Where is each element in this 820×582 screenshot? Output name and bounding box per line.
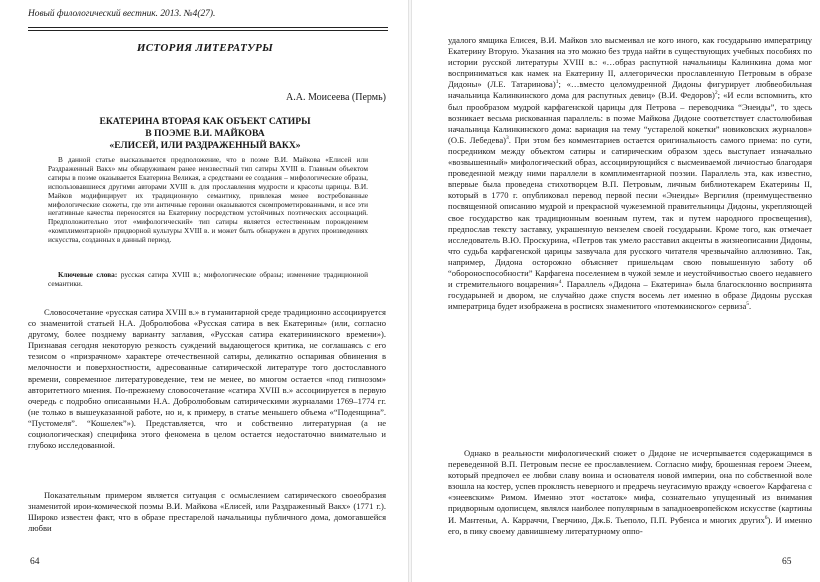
article-title-line-3: «ЕЛИСЕЙ, ИЛИ РАЗДРАЖЕННЫЙ ВАКХ» <box>109 140 301 151</box>
section-title: ИСТОРИЯ ЛИТЕРАТУРЫ <box>136 42 274 54</box>
paragraph-3-segment-d: . При этом без комментариев остается оригинальность самого приема: по сути, посредником между объектом сатиры и сатирическим образом здесь выступает изначально «возвышенный» мифологический образ, ассоциирующийся с высмеиваемой личностью благодаря проведенной между ними параллели в комплиментарной поэзии. Параллель эта, как известно, впервые была проведена стихотворцем В.П. Петровым, личным библиотекарем Екатерины II, который в 1770 г. опубликовал перевод первой песни «Энеиды» Вергилия (преимущественно посвященной описанию мудрой и прекрасной чужеземной правительницы Дидоны, укрепляющей свое государство как традиционным военным путем, так и путем народного просвещения), предпослав тексту заставку, украшенную вензелем своей государыни. Кроме того, как отмечает исследователь В.Ю. Проскурина, «Петров так умело расставил акценты в жизнеописании Дидоны, что судьба карфагенской царицы зазвучала для русского читателя чрезвычайно аллюзивно. Так, например, Дидона осторожно объясняет пришельцам свою повышенную заботу об “обороноспособности” Карфагена поселением в чужой земле и неустойчивостью своего недавнего и стремительного воцарения» <box>448 134 812 290</box>
footnote-ref-1: 1 <box>555 79 559 86</box>
body-paragraph-2: Показательным примером является ситуация с осмыслением сатирического своеобразия знаменитой ирои-комической поэмы В.И. Майкова «Елисей, или Раздраженный Вакх» (1771 г.). Широко известен факт, что в образе престарелой начальницы публичного дома, домогавшейся любви <box>28 490 386 534</box>
paragraph-4-segment-a: Однако в реальности мифологический сюжет о Дидоне не исчерпывается содержащимся в переведенной В.П. Петровым песне ее прославлением. Согласно мифу, брошенная героем Энеем, который предпочел ее любви славу воина и основателя новой империи, она по собственной воле взошла на костер, успев проклясть неверного и предречь неугасимую вражду «своего» Карфагена с «энеевским» Римом. Именно этот «остаток» мифа, сознательно упущенный из внимания придворным одописцем, являлся наиболее популярным в западноевропейском искусстве (картины И. Мантеньи, А. Карраччи, Гверчино, Дж.Б. Тьеполо, П.П. Рубенса и многих других <box>448 448 812 525</box>
keywords-text: русская сатира XVIII в.; мифологические образы; изменение традиционной семантики. <box>48 270 368 288</box>
page-number-right: 65 <box>782 557 792 567</box>
footnote-ref-4: 4 <box>558 279 562 286</box>
running-head: Новый филологический вестник. 2013. №4(27). <box>28 9 216 19</box>
header-rule-bottom <box>28 30 388 31</box>
paragraph-3-segment-b: ; «…вместо целомудренной Дидоны фигурирует любвеобильная начальница Калинкинского дома для распутных девиц» (В.И. Федоров) <box>448 79 812 101</box>
body-paragraph-4 <box>448 448 812 537</box>
article-title-line-1: ЕКАТЕРИНА ВТОРАЯ КАК ОБЪЕКТ САТИРЫ <box>99 116 311 127</box>
abstract: В данной статье высказывается предположение, что в поэме В.И. Майкова «Елисей или Раздраженный Вакх» мы обнаруживаем ранее неизвестный тип сатиры XVIII в. Главным объектом сатиры в поэме оказывается Екатерина Великая, а средствами ее создания – мифологические образы, использовавшиеся другими авторами XVIII в. для прославления мудрости и красоты царицы. В.И. Майков модифицирует их традиционную семантику, привлекая менее востребованные мифологические сюжеты, где эти античные героини оказываются скомпрометированными, и все эти негативные качества переносятся на Екатерину посредством устойчивых поэтических ассоциаций. Предположительно этот «мифологический» тип сатиры является естественным порождением «комплиментарной» придворной культуры XVIII в. и может быть обнаружен в других произведениях искусства, созданных в данный период. <box>48 155 368 245</box>
footnote-ref-3: 3 <box>505 135 509 141</box>
footnote-ref-5: 5 <box>746 301 750 308</box>
paragraph-4-segment-b: ). И именно его, в пику своему давнишнему литературному оппо- <box>448 514 812 536</box>
article-author: А.А. Моисеева (Пермь) <box>286 92 386 103</box>
paragraph-3-segment-e: . Параллель «Дидона – Екатерина» была благосклонно воспринята государыней и двором, не случайно даже спустя восемь лет именно в образе Дидоны русская императрица будет изображена в росписях знаменитого «потемкинского» сервиза <box>448 279 812 312</box>
article-title <box>24 116 386 152</box>
body-paragraph-3 <box>448 35 812 312</box>
footnote-ref-6: 6 <box>764 514 768 521</box>
body-paragraph-1: Словосочетание «русская сатира XVIII в.» в гуманитарной среде традиционно ассоциируется со знаменитой статьей Н.А. Добролюбова «Русская сатира в век Екатерины» (или, согласно другому, более позднему варианту заглавия, «Русская сатира екатерининского времени»). Признавая сегодня некоторую резкость суждений выдающегося критика, не соглашаясь с его тезисом о «призрачном» характере отечественной сатиры, деликатно оспаривая обвинения в мелочности и поверхностности, адресованные сатирической литературе того достославного времени, современное литературоведение, тем не менее, во многом остается «под гипнозом» авторитетного мнения. По-прежнему словосочетание «сатира XVIII в.» ассоциируется в первую очередь с подробно описанными Н.А. Добролюбовым сатирическими журналами 1769–1774 гг. (не только в вышеуказанной работе, но и, к примеру, в статье меньшего объема «“Поденщина”. “Пустомеля”. “Кошелек”»). Представляется, что и собственно литературная (а не социологическая) специфика этого феномена в целом остается недостаточно внимательно и глубоко исследованной. <box>28 307 386 451</box>
keywords <box>48 271 368 289</box>
header-rule-top <box>28 27 388 28</box>
keywords-label: Ключевые слова: <box>58 270 118 279</box>
paragraph-3-segment-a: удалого ямщика Елисея, В.И. Майков зло высмеивал не кого иного, как государыню императрицу Екатерину Вторую. Указания на это можно без труда найти в существующих учебных пособиях по истории русской литературы XVIII в.: «…образ распутной начальницы Калинкина дома мог восприниматься как намек на Екатерину II, аллегорически прославленную Петровым в образе Дидоны» (Л.Е. Татаринова) <box>448 35 812 90</box>
paragraph-3-segment-f: . <box>749 301 752 312</box>
footnote-ref-2: 2 <box>714 90 718 97</box>
paragraph-3-segment-c: ; «И если вспомнить, кто был прообразом мудрой карфагенской царицы для Петрова – переводчика “Энеиды”, то здесь возникает весьма рискованная параллель: в поэме Майкова Дидоне соответствует сластолюбивая начальница Калинкинского дома: вариация на тему “устарелой кокетки” новиковских журналов» (О.Б. Лебедева) <box>448 90 813 145</box>
page-number-left: 64 <box>30 557 40 567</box>
article-title-line-2: В ПОЭМЕ В.И. МАЙКОВА <box>145 128 265 139</box>
